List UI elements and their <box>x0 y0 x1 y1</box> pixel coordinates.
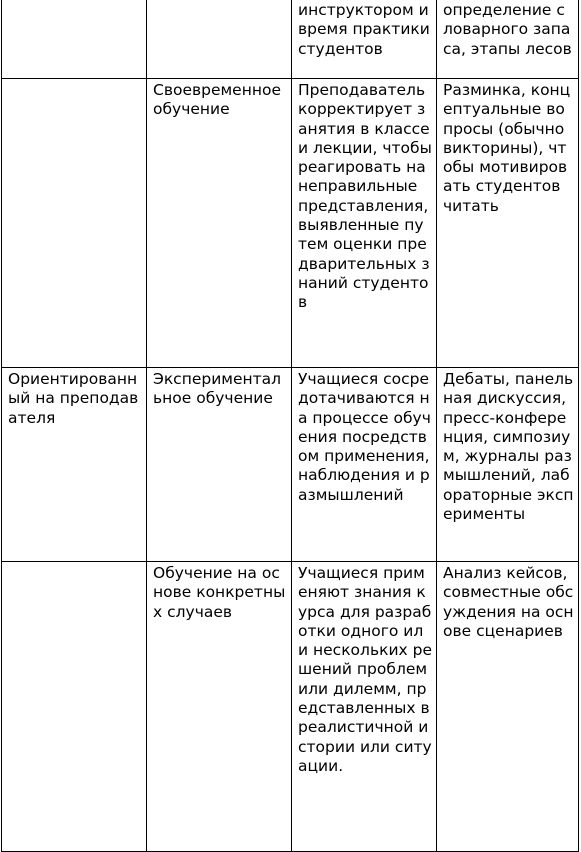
method-cell <box>147 0 292 79</box>
description-cell: Учащиеся применяют знания курса для разработки одного или нескольких решений проблем или дилемм, представленных в реалистичной истории или ситуации. <box>292 562 437 852</box>
description-cell: Учащиеся сосредотачиваются на процессе обучения посредством применения, наблюдения и размышлений <box>292 368 437 562</box>
approach-cell <box>2 0 147 79</box>
activities-cell: Дебаты, панельная дискуссия, пресс-конференция, симпозиум, журналы размышлений, лабораторные эксперименты <box>437 368 579 562</box>
description-cell: инструктором и время практики студентов <box>292 0 437 79</box>
table-row <box>2 562 579 852</box>
approach-cell: Ориентированный на преподавателя <box>2 368 147 562</box>
description-cell: Преподаватель корректирует занятия в классе и лекции, чтобы реагировать на неправильные представления, выявленные путем оценки предварительных знаний студентов <box>292 79 437 368</box>
table-row <box>2 79 579 368</box>
methods-table <box>1 0 579 852</box>
method-cell: Своевременное обучение <box>147 79 292 368</box>
activities-cell: определение словарного запаса, этапы лесов <box>437 0 579 79</box>
approach-cell <box>2 79 147 368</box>
method-cell: Экспериментальное обучение <box>147 368 292 562</box>
method-cell: Обучение на основе конкретных случаев <box>147 562 292 852</box>
approach-cell <box>2 562 147 852</box>
table-row <box>2 368 579 562</box>
activities-cell: Разминка, концептуальные вопросы (обычно викторины), чтобы мотивировать студентов читать <box>437 79 579 368</box>
activities-cell: Анализ кейсов, совместные обсуждения на основе сценариев <box>437 562 579 852</box>
table-row <box>2 0 579 79</box>
